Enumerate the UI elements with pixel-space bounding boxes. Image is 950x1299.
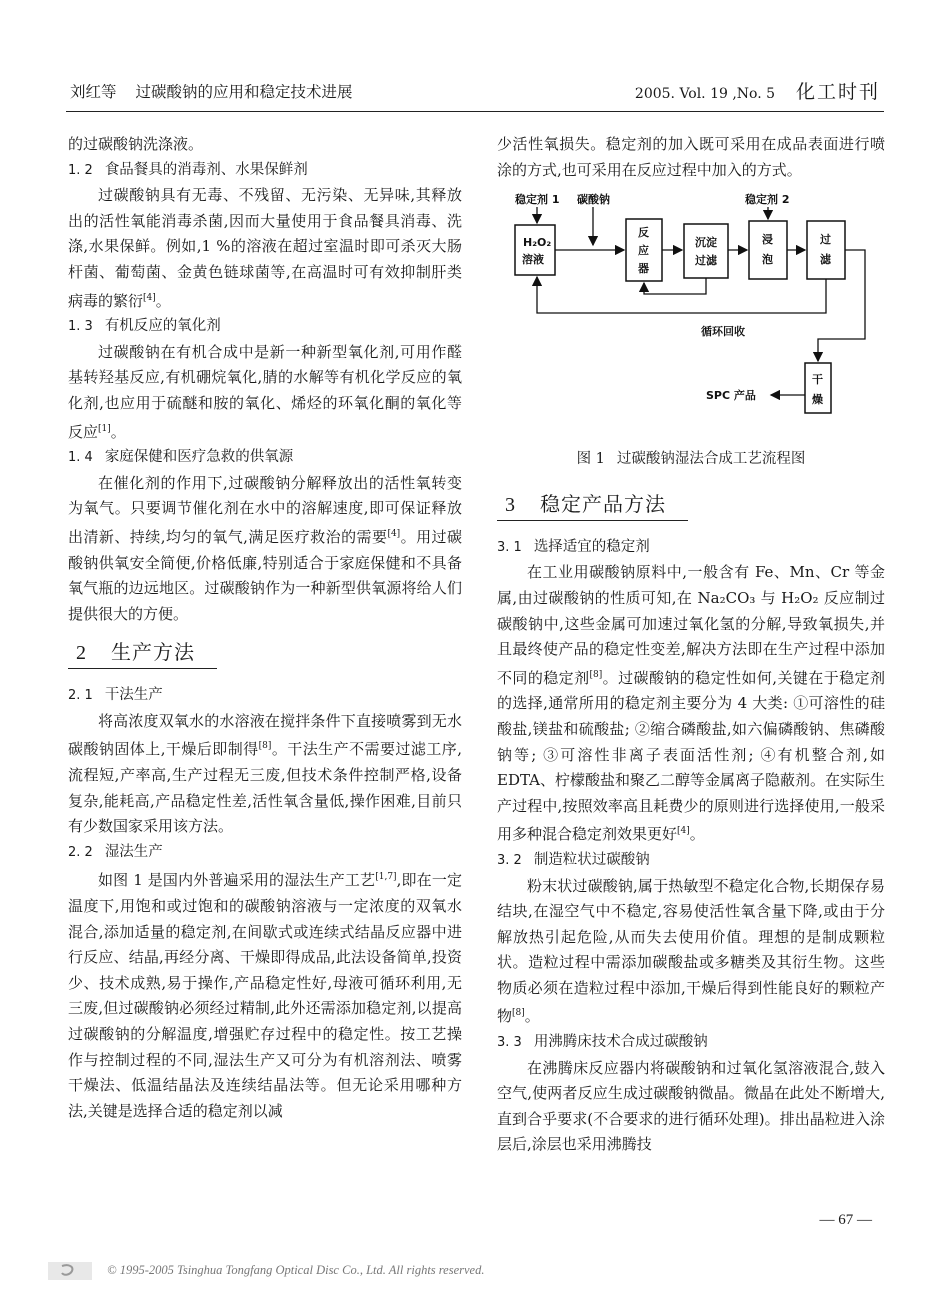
citation: [4] [143, 292, 156, 303]
label-sodium-carbonate: 碳酸钠 [577, 193, 610, 207]
left-column [68, 132, 462, 1124]
label-product: SPC 产品 [706, 389, 756, 403]
subsection-heading: 1. 3 有机反应的氧化剂 [68, 318, 221, 335]
paragraph: 的过碳酸钠洗涤液。 [68, 135, 204, 153]
box-soak [749, 221, 787, 279]
subsection-heading: 3. 1 选择适宜的稳定剂 [497, 538, 650, 555]
label-recycle: 循环回收 [701, 325, 745, 339]
subsection-heading: 1. 2 食品餐具的消毒剂、水果保鲜剂 [68, 161, 308, 178]
box-soak-label-2: 泡 [762, 253, 773, 267]
paragraph: 将高浓度双氧水的水溶液在搅拌条件下直接喷雾到无水碳酸钠固体上,干燥后即制得[8]。干法生产不需要过滤工序,流程短,产率高,生产过程无三废,但技术条件控制严格,设备复杂,能耗高,产品稳定性差,活性氧含量低,操作困难,目前只有少数国家采用该方法。 [68, 711, 462, 836]
paragraph: 在催化剂的作用下,过碳酸钠分解释放出的活性氧转变为氧气。只要调节催化剂在水中的溶解速度,即可保证释放出清新、持续,均匀的氧气,满足医疗救治的需要[4]。用过碳酸钠供氧安全简便,价格低廉,特别适合于家庭保健和不具备氧气瓶的边远地区。过碳酸钠作为一种新型供氧源将给人们提供很大的方便。 [68, 473, 462, 623]
box-h2o2-solution [515, 225, 555, 275]
citation: [4] [387, 528, 401, 539]
box-dry-label-1: 干 [812, 373, 823, 387]
copyright-text: © 1995-2005 Tsinghua Tongfang Optical Disc Co., Ltd. All rights reserved. [107, 1262, 485, 1277]
figure-caption: 图 1 过碳酸钠湿法合成工艺流程图 [576, 451, 806, 468]
paragraph: 过碳酸钠在有机合成中是新一种新型氧化剂,可用作醛基转羟基反应,有机硼烷氧化,腈的水解等有机化学反应的氧化剂,也应用于硫醚和胺的氧化、烯烃的环氧化酮的氧化等反应[1]。 [68, 342, 462, 441]
paragraph: 少活性氧损失。稳定剂的加入既可采用在成品表面进行喷涂的方式,也可采用在反应过程中加入的方式。 [497, 135, 885, 179]
box-reactor-label-1: 反 [638, 226, 649, 240]
section-heading: 3 稳定产品方法 [497, 491, 688, 521]
subsection-heading: 3. 2 制造粒状过碳酸钠 [497, 851, 650, 868]
arrow-recycle-outer [537, 277, 826, 313]
box-h2o2-label-2: 溶液 [522, 253, 544, 267]
process-flow-diagram [513, 191, 873, 441]
citation: [8] [512, 1008, 525, 1019]
box-h2o2-label-1: H₂O₂ [523, 236, 552, 250]
paragraph: 在沸腾床反应器内将碳酸钠和过氧化氢溶液混合,鼓入空气,使两者反应生成过碳酸钠微晶。微晶在此处不断增大,直到合乎要求(不合要求的进行循环处理)。排出晶粒进入涂层后,涂层也采用沸腾技 [497, 1058, 885, 1154]
publisher-logo-icon [48, 1262, 92, 1280]
running-header [70, 78, 880, 106]
box-dry-label-2: 燥 [812, 393, 823, 407]
subsection-heading: 2. 1 干法生产 [68, 687, 163, 704]
header-article-title: 过碳酸钠的应用和稳定技术进展 [135, 83, 353, 101]
copyright-footer [48, 1262, 484, 1280]
paragraph: 粉末状过碳酸钠,属于热敏型不稳定化合物,长期保存易结块,在湿空气中不稳定,容易使活性氧含量下降,或由于分解放热引起危险,从而失去使用价值。理想的是制成颗粒状。造粒过程中需添加碳酸盐或多糖类及其衍生物。这些物质必须在造粒过程中添加,干燥后得到性能良好的颗粒产物[8]。 [497, 876, 885, 1026]
box-filter-label-2: 滤 [820, 253, 831, 267]
arrow-to-dryer [818, 250, 865, 361]
section-heading: 2 生产方法 [68, 639, 217, 669]
right-column [497, 132, 885, 1158]
citation: [1,7] [375, 872, 397, 883]
box-settle-label-2: 过滤 [695, 254, 717, 268]
header-right [635, 77, 880, 104]
paragraph: 过碳酸钠具有无毒、不残留、无污染、无异味,其释放出的活性氧能消毒杀菌,因而大量使用于食品餐具消毒、洗涤,水果保鲜。例如,1 %的溶液在超过室温时即可杀灭大肠杆菌、葡萄菌、金黄色链球菌等,在高温时可有效抑制肝类病毒的繁衍[4]。 [68, 186, 462, 310]
citation: [4] [677, 826, 690, 837]
header-rule [66, 111, 884, 112]
header-journal-name: 化工时刊 [795, 81, 880, 103]
label-stabilizer-2: 稳定剂 2 [745, 193, 790, 207]
box-reactor-label-3: 器 [638, 262, 649, 276]
header-left [70, 80, 352, 102]
box-settle-filter [684, 224, 728, 278]
subsection-heading: 3. 3 用沸腾床技术合成过碳酸钠 [497, 1034, 708, 1051]
citation: [8] [589, 669, 603, 680]
box-soak-label-1: 浸 [762, 233, 773, 247]
label-stabilizer-1: 稳定剂 1 [515, 193, 560, 207]
box-filter-label-1: 过 [820, 233, 831, 247]
process-flow-figure [497, 189, 885, 447]
box-filter [807, 221, 845, 279]
box-reactor-label-2: 应 [638, 244, 649, 258]
page-number: — 67 — [819, 1212, 872, 1228]
subsection-heading: 1. 4 家庭保健和医疗急救的供氧源 [68, 449, 294, 466]
box-settle-label-1: 沉淀 [695, 236, 717, 250]
paragraph: 在工业用碳酸钠原料中,一般含有 Fe、Mn、Cr 等金属,由过碳酸钠的性质可知,在 Na₂CO₃ 与 H₂O₂ 反应制过碳酸钠中,这些金属可加速过氧化氢的分解,导致氧损失,并且最终使产品的稳定性变差,解决方法即在生产过程中添加不同的稳定剂[8]。过碳酸钠的稳定性如何,关键在于稳定剂的选择,通常所用的稳定剂主要分为 4 大类: ①可溶性的硅酸盐,镁盐和硫酸盐; ②缩合磷酸盐,如六偏磷酸钠、焦磷酸钠等; ③可溶性非离子表面活性剂; ④有机整合剂,如 EDTA、柠檬酸盐和聚乙二醇等金属离子隐蔽剂。在实际生产过程中,按照效率高且耗费少的原则进行选择使用,一般采用多种混合稳定剂效果更好[4]。 [497, 563, 885, 844]
citation: [8] [258, 741, 272, 752]
citation: [1] [98, 423, 111, 434]
subsection-heading: 2. 2 湿法生产 [68, 843, 163, 860]
header-issue: 2005. Vol. 19 ,No. 5 [634, 86, 776, 102]
paragraph: 如图 1 是国内外普遍采用的湿法生产工艺[1,7],即在一定温度下,用饱和或过饱和的碳酸钠溶液与一定浓度的双氧水混合,添加适量的稳定剂,在间歇式或连续式结晶反应器中进行反应、结晶,再经分离、干燥即得成品,此法设备简单,投资少、技术成熟,易于操作,产品稳定性好,母液可循环利用,无三废,但过碳酸钠必须经过精制,此外还需添加稳定剂,以提高过碳酸钠的分解温度,增强贮存过程中的稳定性。按工艺操作与控制过程的不同,湿法生产又可分为有机溶剂法、喷雾干燥法、低温结晶法及连续结晶法等。但无论采用哪种方法,关键是选择合适的稳定剂以减 [68, 871, 462, 1120]
header-authors: 刘红等 [70, 83, 117, 101]
